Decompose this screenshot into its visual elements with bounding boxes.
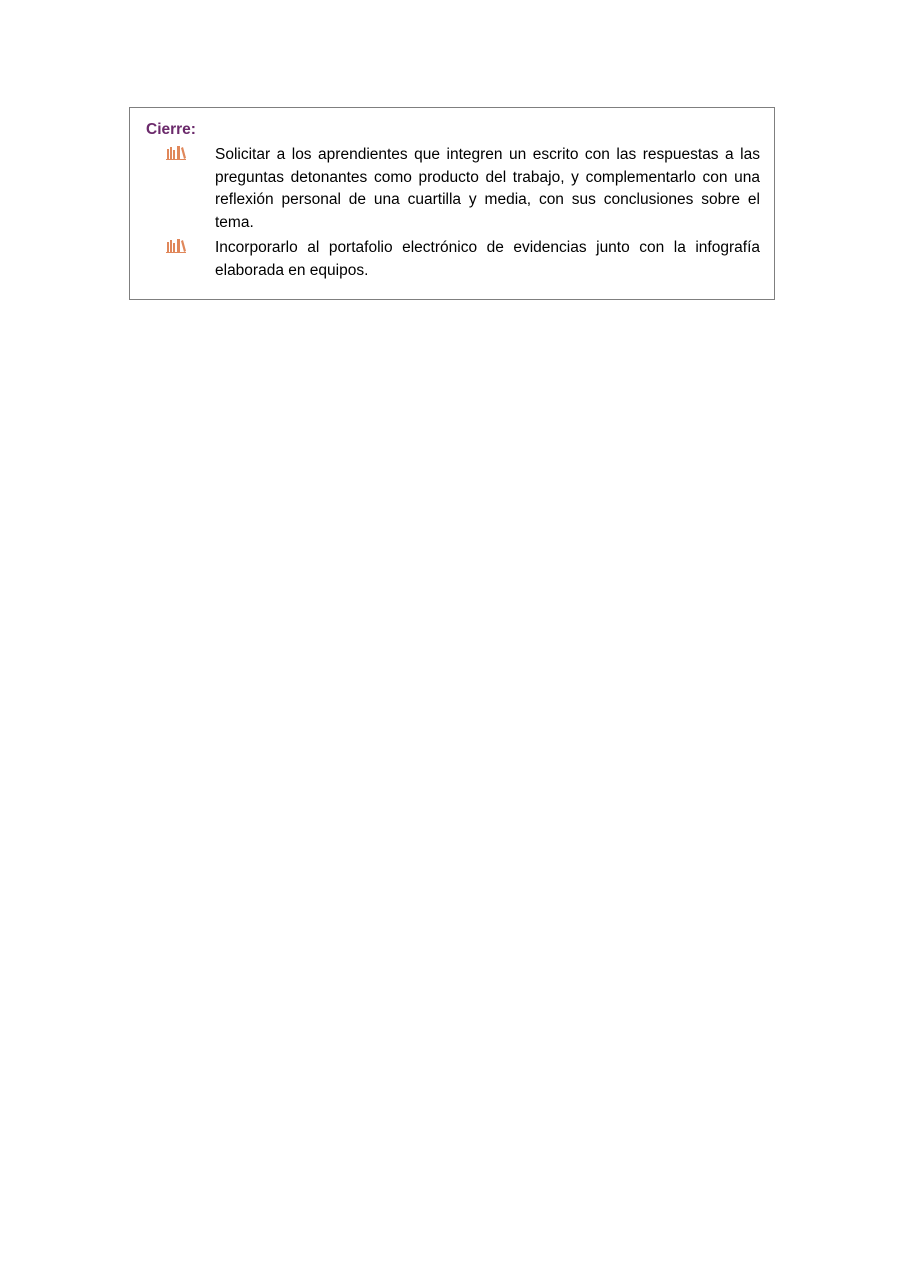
list-item-text: Incorporarlo al portafolio electrónico de evidencias junto con la infografía elaborada en equipos. [215, 239, 760, 279]
section-heading: Cierre: [146, 121, 196, 138]
books-bullet-icon [166, 146, 186, 160]
list-item-text: Solicitar a los aprendientes que integren un escrito con las respuestas a las preguntas detonantes como producto del trabajo, y complementarlo con una reflexión personal de una cuartilla y media, con sus conclusiones sobre el tema. [215, 146, 760, 231]
books-bullet-icon [166, 239, 186, 253]
closing-section-box [129, 107, 775, 300]
